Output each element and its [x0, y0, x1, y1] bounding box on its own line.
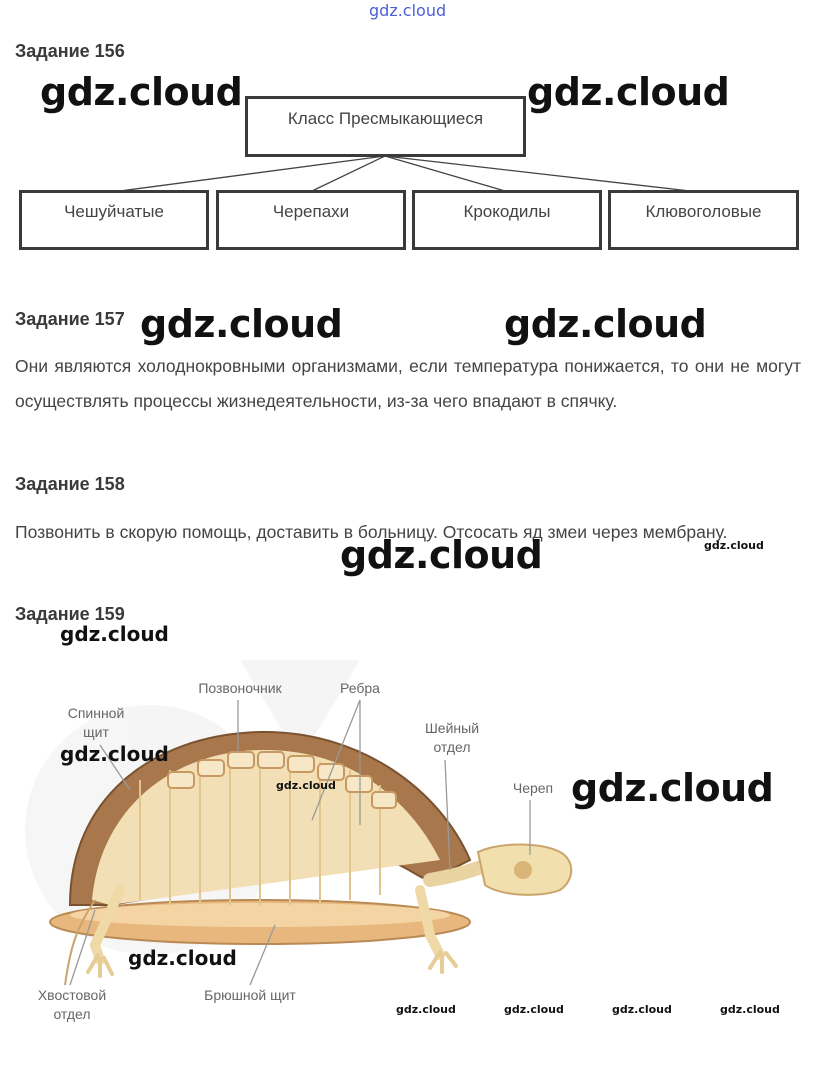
task-158-answer: Позвонить в скорую помощь, доставить в больницу. Отсосать яд змеи через мембрану. [15, 522, 728, 542]
label-ribs: Ребра [340, 680, 380, 696]
task-158-heading: Задание 158 [15, 474, 125, 494]
label-ventral-shield: Брюшной щит [204, 987, 296, 1003]
watermark: gdz.cloud [340, 533, 543, 577]
label-dorsal-shield: Спинной щит [67, 705, 125, 740]
watermark: gdz.cloud [504, 1003, 564, 1016]
class-box-squamata: Чешуйчатые [19, 190, 209, 250]
class-box-root: Класс Пресмыкающиеся [245, 96, 526, 157]
watermark: gdz.cloud [612, 1003, 672, 1016]
watermark: gdz.cloud [40, 70, 243, 114]
watermark: gdz.cloud [128, 946, 237, 970]
watermark: gdz.cloud [704, 539, 764, 552]
watermark: gdz.cloud [60, 742, 169, 766]
watermark: gdz.cloud [571, 766, 774, 810]
watermark: gdz.cloud [276, 779, 336, 792]
task-156-heading: Задание 156 [15, 41, 125, 61]
watermark-top: gdz.cloud [369, 1, 447, 20]
task-157-answer: Они являются холоднокровными организмами, если температура понижается, то они не могут осуществлять процессы жизнедеятельности, из-за чего впадают в спячку. [15, 356, 801, 411]
turtle-skeleton-illustration [0, 640, 815, 1040]
label-neck: Шейный отдел [424, 720, 480, 755]
class-box-rhynchocephalia: Клювоголовые [608, 190, 799, 250]
watermark: gdz.cloud [720, 1003, 780, 1016]
task-159-heading: Задание 159 [15, 604, 125, 624]
watermark: gdz.cloud [504, 302, 707, 346]
label-skull: Череп [512, 780, 554, 796]
label-tail: Хвостовой отдел [37, 987, 107, 1022]
task-157-heading: Задание 157 [15, 309, 125, 329]
class-box-crocodiles: Крокодилы [412, 190, 602, 250]
watermark: gdz.cloud [140, 302, 343, 346]
watermark: gdz.cloud [396, 1003, 456, 1016]
watermark: gdz.cloud [527, 70, 730, 114]
class-box-turtles: Черепахи [216, 190, 406, 250]
watermark: gdz.cloud [60, 622, 169, 646]
label-spine: Позвоночник [198, 680, 282, 696]
